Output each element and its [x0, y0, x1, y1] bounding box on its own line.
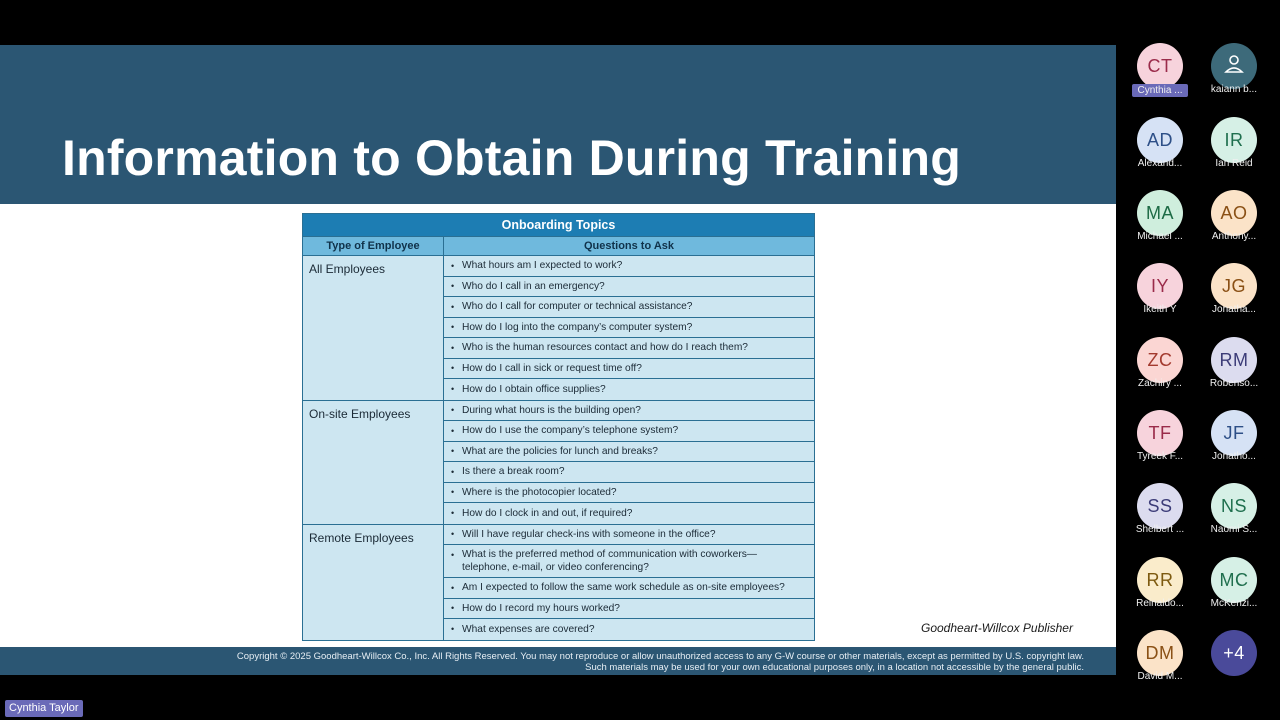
question-row — [444, 462, 814, 483]
bullet-icon: • — [451, 582, 455, 593]
participant-name: Ian Reid — [1215, 158, 1253, 169]
avatar: JF — [1211, 410, 1257, 456]
bullet-icon: • — [451, 405, 455, 416]
question-row — [444, 545, 814, 578]
copyright-line: Copyright © 2025 Goodheart-Willcox Co., Inc. All Rights Reserved. You may not reproduce or allow unauthorized access to any G-W course or other materials, except as permitted by U.S. copyright law. — [236, 651, 1084, 662]
participant-tile[interactable] — [1123, 117, 1197, 187]
question-text: How do I record my hours worked? — [462, 602, 620, 614]
question-text: Will I have regular check-ins with someone in the office? — [462, 528, 716, 540]
publisher-credit: Goodheart-Willcox Publisher — [921, 621, 1073, 635]
question-row — [444, 619, 814, 640]
bullet-icon: • — [451, 624, 455, 635]
participant-tile[interactable] — [1197, 557, 1271, 627]
participant-tile[interactable] — [1197, 43, 1271, 113]
table-body — [303, 256, 814, 640]
bullet-icon: • — [451, 508, 455, 519]
participant-tile[interactable] — [1197, 190, 1271, 260]
avatar: NS — [1211, 483, 1257, 529]
participant-tile[interactable] — [1197, 337, 1271, 407]
question-row — [444, 442, 814, 463]
participant-name: McKenzi... — [1210, 598, 1258, 609]
question-row — [444, 277, 814, 298]
question-row — [444, 578, 814, 599]
participant-tile[interactable] — [1123, 263, 1197, 333]
bullet-icon: • — [451, 603, 455, 614]
avatar: AD — [1137, 117, 1183, 163]
question-row — [444, 401, 814, 422]
avatar: JG — [1211, 263, 1257, 309]
participant-name: Zachiry ... — [1138, 378, 1182, 389]
participant-name: Jonatho... — [1212, 451, 1256, 462]
question-text: What is the preferred method of communication with coworkers—telephone, e-mail, or video conferencing? — [462, 549, 757, 573]
participants-panel — [1118, 0, 1280, 720]
question-row — [444, 379, 814, 400]
question-row — [444, 338, 814, 359]
question-row — [444, 318, 814, 339]
question-text: How do I log into the company’s computer system? — [462, 321, 693, 333]
question-text: Am I expected to follow the same work schedule as on-site employees? — [462, 582, 785, 594]
bullet-icon: • — [451, 260, 455, 271]
bullet-icon: • — [451, 550, 455, 560]
questions-cell — [444, 401, 814, 524]
slide-title: Information to Obtain During Training — [62, 130, 962, 186]
table-caption: Onboarding Topics — [303, 214, 814, 236]
employee-group-row — [303, 256, 814, 401]
participant-name: Cynthia ... — [1132, 84, 1188, 97]
participant-tile[interactable] — [1123, 483, 1197, 553]
participant-name: Reinaldo... — [1136, 598, 1184, 609]
avatar: IR — [1211, 117, 1257, 163]
participant-name: Anthony... — [1211, 231, 1257, 242]
avatar: RM — [1211, 337, 1257, 383]
employee-group-row — [303, 401, 814, 525]
employee-type-cell: On-site Employees — [303, 401, 444, 524]
avatar: IY — [1137, 263, 1183, 309]
question-text: Is there a break room? — [462, 466, 565, 478]
question-text: What hours am I expected to work? — [462, 260, 623, 272]
question-text: Who is the human resources contact and how do I reach them? — [462, 342, 748, 354]
bullet-icon: • — [451, 281, 455, 292]
participant-name: Shelbert ... — [1135, 524, 1185, 535]
participant-name: Naomi S... — [1210, 524, 1258, 535]
copyright-line-2: Such materials may be used for your own educational purposes only, in a location not accessible by the general public. — [585, 662, 1084, 673]
bullet-icon: • — [451, 529, 455, 540]
question-row — [444, 297, 814, 318]
question-text: Who do I call for computer or technical assistance? — [462, 301, 693, 313]
participant-tile[interactable] — [1197, 410, 1271, 480]
question-text: What expenses are covered? — [462, 623, 595, 635]
question-text: During what hours is the building open? — [462, 404, 641, 416]
questions-cell — [444, 525, 814, 640]
participant-name: kaiann b... — [1210, 84, 1258, 95]
participant-name: Ikeith Y — [1143, 304, 1177, 315]
participant-tile[interactable] — [1123, 410, 1197, 480]
more-count-badge: +4 — [1211, 630, 1257, 676]
participant-name: Robenso... — [1209, 378, 1259, 389]
avatar: ZC — [1137, 337, 1183, 383]
participant-tile[interactable] — [1123, 557, 1197, 627]
participant-tile[interactable] — [1197, 263, 1271, 333]
question-text: Who do I call in an emergency? — [462, 280, 605, 292]
employee-group-row — [303, 525, 814, 640]
person-icon — [1224, 55, 1244, 78]
participant-name: Michael ... — [1137, 231, 1183, 242]
bullet-icon: • — [451, 322, 455, 333]
avatar: MC — [1211, 557, 1257, 603]
question-text: Where is the photocopier located? — [462, 486, 617, 498]
bullet-icon: • — [451, 425, 455, 436]
bullet-icon: • — [451, 487, 455, 498]
bullet-icon: • — [451, 446, 455, 457]
bullet-icon: • — [451, 363, 455, 374]
slide-footer — [0, 647, 1116, 675]
question-row — [444, 525, 814, 546]
question-row — [444, 503, 814, 524]
avatar: CT — [1137, 43, 1183, 89]
participant-tile[interactable] — [1123, 630, 1197, 700]
avatar: AO — [1211, 190, 1257, 236]
question-row — [444, 483, 814, 504]
participant-name: Tyreek F... — [1136, 451, 1184, 462]
avatar: DM — [1137, 630, 1183, 676]
bullet-icon: • — [451, 301, 455, 312]
participant-name: David M... — [1137, 671, 1183, 682]
avatar: MA — [1137, 190, 1183, 236]
participant-tile[interactable] — [1197, 117, 1271, 187]
bullet-icon: • — [451, 384, 455, 395]
question-row — [444, 359, 814, 380]
question-text: How do I call in sick or request time off? — [462, 362, 642, 374]
participant-name: Jonatha... — [1212, 304, 1256, 315]
bullet-icon: • — [451, 342, 455, 353]
questions-cell — [444, 256, 814, 400]
question-row — [444, 599, 814, 620]
shared-slide — [0, 45, 1116, 675]
table-header-row — [303, 236, 814, 256]
bullet-icon: • — [451, 466, 455, 477]
question-row — [444, 421, 814, 442]
more-participants-button[interactable] — [1197, 630, 1271, 700]
avatar: TF — [1137, 410, 1183, 456]
question-text: How do I obtain office supplies? — [462, 383, 606, 395]
column-header-type: Type of Employee — [303, 237, 444, 255]
question-text: How do I use the company’s telephone system? — [462, 425, 679, 437]
avatar — [1211, 43, 1257, 89]
participant-tile[interactable] — [1123, 43, 1197, 113]
participant-name: Alexand... — [1137, 158, 1183, 169]
question-text: What are the policies for lunch and breaks? — [462, 445, 658, 457]
presenter-name-label: Cynthia Taylor — [5, 700, 83, 717]
participant-tile[interactable] — [1197, 483, 1271, 553]
participant-tile[interactable] — [1123, 190, 1197, 260]
question-row — [444, 256, 814, 277]
question-text: How do I clock in and out, if required? — [462, 507, 633, 519]
participant-tile[interactable] — [1123, 337, 1197, 407]
avatar: RR — [1137, 557, 1183, 603]
onboarding-table — [302, 213, 815, 641]
avatar: SS — [1137, 483, 1183, 529]
column-header-questions: Questions to Ask — [583, 240, 675, 252]
employee-type-cell: All Employees — [303, 256, 444, 400]
employee-type-cell: Remote Employees — [303, 525, 444, 640]
